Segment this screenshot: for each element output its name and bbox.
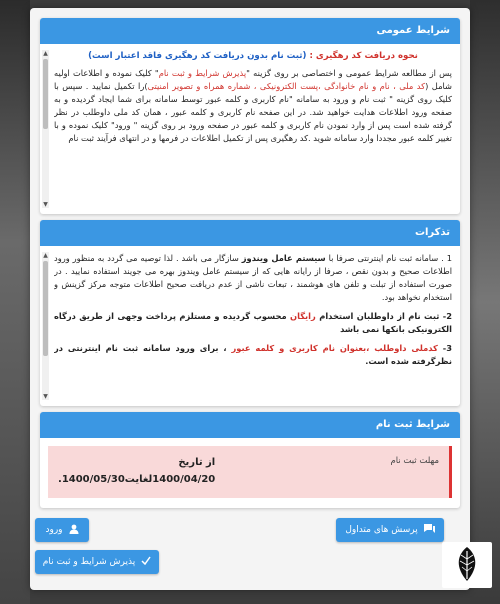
text-highlight: رایگان [290,311,316,321]
registration-modal [30,8,470,590]
scroll-up-icon[interactable]: ▲ [43,252,48,259]
scroll-down-icon[interactable]: ▼ [43,393,48,400]
scroll-thumb[interactable] [43,261,48,356]
deadline-label: مهلت ثبت نام [390,456,439,466]
faq-button-label: پرسش های متداول [345,525,418,535]
note-item-3 [54,342,452,368]
registration-conditions-card [40,412,460,508]
general-conditions-header: شرایط عمومی [40,18,460,44]
text-segment: 3- [442,343,452,353]
registration-conditions-header: شرایط ثبت نام [40,412,460,438]
user-icon [69,524,79,537]
notes-header: تذکرات [40,220,460,246]
note-item-1 [54,252,452,304]
general-conditions-scrollbar[interactable] [42,50,49,208]
tracking-code-paragraph [54,67,452,145]
text-segment: 2- ثبت نام از داوطلبان استخدام [319,311,452,321]
registration-deadline-box [48,446,452,498]
accept-register-button-label: پذیرش شرایط و ثبت نام [42,557,136,567]
text-segment: سازگار می باشد . لذا توصیه می گردد به منظور ورود اطلاعات صحیح و بدون نقص ، صرفا از رایانه هایی که از سیستم عامل ویندوز بهره می جویند استفاده نمایید . در صورت استفاده از تبلت و تلفن های هوشمند ، تبعات ناشی از عدم دریافت صحیح اطلاعات متوجه مرکز گزینش و استخدام نخواهد بود. [54,253,452,302]
note-item-2 [54,310,452,336]
site-logo [442,542,492,588]
general-conditions-card [40,18,460,214]
checkmark-icon [141,556,151,568]
text-segment: پس از مطالعه شرایط عمومی و اختصاصی بر روی گزینه " [246,68,452,78]
scroll-thumb[interactable] [43,59,48,129]
text-segment: " کلیک نموده و اطلاعات اولیه شامل ( [54,68,452,91]
notes-card [40,220,460,406]
general-conditions-body [40,44,460,214]
text-segment: 1 . سامانه ثبت نام اینترنتی صرفا با [328,253,452,263]
tracking-code-title-suffix: (ثبت نام بدون دریافت کد رهگیری فاقد اعتبار است) [88,51,307,61]
deadline-dates [58,454,215,488]
text-highlight: کدملی داوطلب ،بعنوان نام کاربری و کلمه عبور [231,343,438,353]
chat-icon [424,524,435,537]
text-highlight: سیستم عامل ویندوز [241,253,326,263]
from-date-label: از تاریخ [178,457,216,468]
text-segment: ، برای ورود سامانه ثبت نام اینترنتی در نظرگرفته شده است. [54,343,452,366]
text-segment: محسوب گردیده و مستلزم پرداخت وجهی از طریق درگاه الکترونیکی بانکها نمی باشد [54,311,452,334]
background-right [470,0,500,604]
registration-conditions-body [40,438,460,508]
quill-logo-icon [447,545,487,585]
faq-button[interactable] [336,518,444,542]
login-button[interactable] [35,518,89,542]
notes-scrollbar[interactable] [42,252,49,400]
background-left [0,0,30,604]
login-button-label: ورود [45,525,63,535]
general-conditions-text[interactable] [54,50,452,208]
text-highlight: پذیرش شرایط و ثبت نام [158,68,247,78]
date-range: 1400/04/20لغایت1400/05/30. [58,474,216,485]
scroll-down-icon[interactable]: ▼ [43,201,48,208]
text-segment: )را تکمیل نمایید . سپس با کلیک روی گزینه " ثبت نام و ورود به سامانه "نام کاربری و کلمه عبور توسط سامانه برای شما ایجاد گردیده و به صفحه ورود اطلاعات هدایت خواهید شد. در این صفحه نام کاربری و کلمه عبور ، همان کد ملی داوطلب در نظر گرفته شده است پس از وارد نمودن نام کاربری و کلمه عبور در صفحه ورود بر روی گزینه " ورود" کلیک نموده و با تغییر کلمه عبور مجددا وارد سامانه شوید .کد رهگیری پس از تکمیل اطلاعات در فرمها و در انتهای فرآیند ثبت نام [54,81,452,143]
tracking-code-title [54,50,452,63]
scroll-up-icon[interactable]: ▲ [43,50,48,57]
tracking-code-title-prefix: نحوه دریافت کد رهگیری : [309,51,418,61]
text-highlight: کد ملی ، نام و نام خانوادگی ،پست الکترونیکی ، شماره همراه و تصویر امنیتی [147,81,426,91]
notes-body [40,246,460,406]
accept-register-button[interactable] [35,550,159,574]
notes-text[interactable] [54,252,452,400]
